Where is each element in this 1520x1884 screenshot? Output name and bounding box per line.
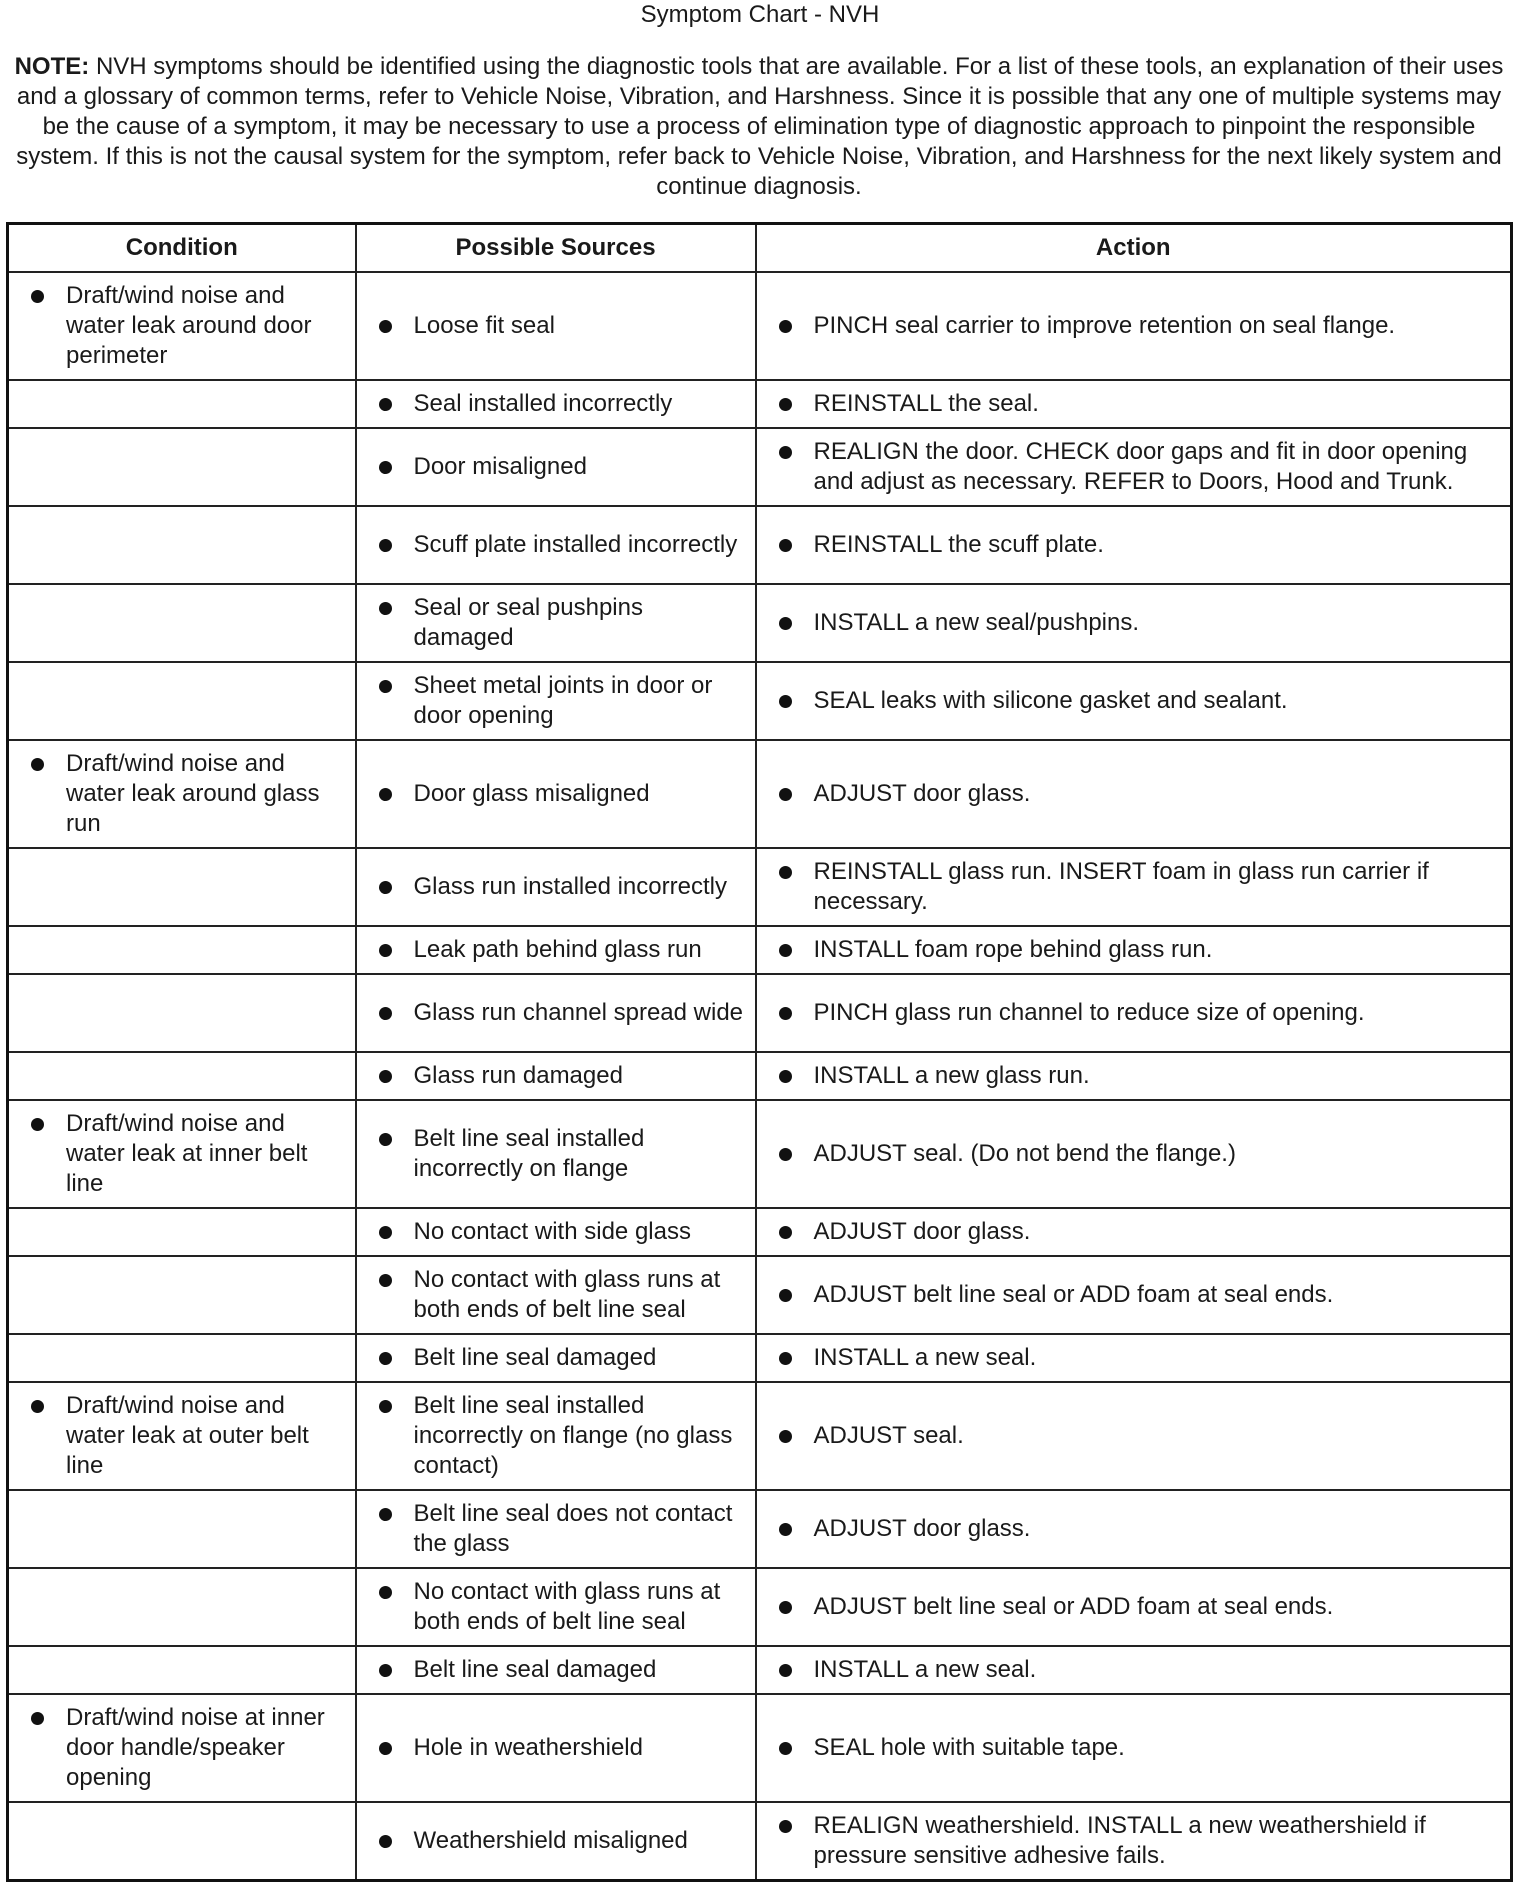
action-text: ADJUST seal.: [813, 1422, 964, 1449]
source-item: [357, 1335, 755, 1381]
table-row: [8, 848, 1512, 926]
table-row: [8, 272, 1512, 380]
note-paragraph: [10, 52, 1508, 202]
table-row: [8, 380, 1512, 428]
bullet-icon: [379, 944, 392, 957]
page-title: Symptom Chart - NVH: [640, 1, 880, 28]
bullet-icon: [779, 1352, 792, 1365]
source-item: [357, 927, 755, 973]
source-text: Glass run channel spread wide: [413, 999, 744, 1026]
source-item: [357, 1257, 755, 1333]
condition-item: [9, 741, 355, 847]
source-cell: [356, 974, 756, 1052]
source-text: Sheet metal joints in door or door opening: [413, 672, 713, 729]
bullet-icon: [379, 788, 392, 801]
action-item: [757, 1131, 1511, 1177]
condition-cell: [8, 662, 356, 740]
note-label: NOTE:: [14, 53, 90, 80]
condition-cell: [8, 1052, 356, 1100]
source-cell: [356, 740, 756, 848]
source-text: Glass run installed incorrectly: [413, 873, 727, 900]
action-cell: [756, 1208, 1512, 1256]
header-action: Action: [756, 224, 1512, 273]
action-item: [757, 600, 1511, 646]
condition-cell: [8, 926, 356, 974]
action-text: PINCH glass run channel to reduce size of opening.: [813, 999, 1365, 1026]
source-text: No contact with glass runs at both ends of belt line seal: [413, 1266, 721, 1323]
action-item: [757, 522, 1511, 568]
action-item: [757, 990, 1511, 1036]
action-text: REINSTALL the seal.: [813, 390, 1039, 417]
source-cell: [356, 1490, 756, 1568]
source-item: [357, 1383, 755, 1489]
action-text: ADJUST door glass.: [813, 1218, 1031, 1245]
action-text: INSTALL a new seal.: [813, 1656, 1037, 1683]
action-text: ADJUST belt line seal or ADD foam at seal ends.: [813, 1593, 1334, 1620]
condition-text: Draft/wind noise and water leak at outer belt line: [66, 1392, 309, 1479]
bullet-icon: [379, 1400, 392, 1413]
bullet-icon: [779, 617, 792, 630]
table-row: [8, 1256, 1512, 1334]
bullet-icon: [379, 1070, 392, 1083]
source-item: [357, 1053, 755, 1099]
bullet-icon: [31, 758, 44, 771]
condition-cell: [8, 428, 356, 506]
condition-cell: [8, 1568, 356, 1646]
action-item: [757, 429, 1511, 505]
source-item: [357, 585, 755, 661]
action-text: REALIGN the door. CHECK door gaps and fit in door opening and adjust as necessary. REFER to Doors, Hood and Trunk.: [813, 438, 1468, 495]
source-item: [357, 444, 755, 490]
action-text: ADJUST door glass.: [813, 780, 1031, 807]
action-text: INSTALL a new seal/pushpins.: [813, 609, 1140, 636]
bullet-icon: [379, 881, 392, 894]
source-item: [357, 1491, 755, 1567]
table-row: [8, 1052, 1512, 1100]
table-row: [8, 974, 1512, 1052]
bullet-icon: [379, 1274, 392, 1287]
source-cell: [356, 926, 756, 974]
source-item: [357, 663, 755, 739]
source-cell: [356, 848, 756, 926]
action-cell: [756, 272, 1512, 380]
table-row: [8, 740, 1512, 848]
action-text: REINSTALL the scuff plate.: [813, 531, 1104, 558]
source-text: Door misaligned: [413, 453, 587, 480]
bullet-icon: [779, 1523, 792, 1536]
bullet-icon: [779, 1742, 792, 1755]
source-text: Loose fit seal: [413, 312, 555, 339]
note-text: NVH symptoms should be identified using the diagnostic tools that are available. For a list of these tools, an explanation of their uses and a glossary of common terms, refer to Vehicle Noise, Vibration, and Harshness. Since it is possible that any one of multiple systems may be the cause of a symptom, it may be necessary to use a process of elimination type of diagnostic approach to pinpoint the responsible system. If this is not the causal system for the symptom, refer back to Vehicle Noise, Vibration, and Harshness for the next likely system and continue diagnosis.: [16, 53, 1504, 200]
source-item: [357, 864, 755, 910]
action-cell: [756, 740, 1512, 848]
bullet-icon: [779, 446, 792, 459]
table-row: [8, 1382, 1512, 1490]
action-item: [757, 1209, 1511, 1255]
source-cell: [356, 584, 756, 662]
source-cell: [356, 1694, 756, 1802]
bullet-icon: [779, 1664, 792, 1677]
source-text: No contact with glass runs at both ends of belt line seal: [413, 1578, 721, 1635]
table-row: [8, 1568, 1512, 1646]
bullet-icon: [779, 695, 792, 708]
action-cell: [756, 380, 1512, 428]
action-item: [757, 303, 1511, 349]
bullet-icon: [379, 680, 392, 693]
source-cell: [356, 1382, 756, 1490]
symptom-table: [6, 222, 1513, 1882]
table-header-row: [8, 224, 1512, 273]
bullet-icon: [779, 1226, 792, 1239]
bullet-icon: [31, 290, 44, 303]
source-cell: [356, 272, 756, 380]
bullet-icon: [379, 398, 392, 411]
source-item: [357, 1116, 755, 1192]
source-text: Belt line seal installed incorrectly on flange: [413, 1125, 645, 1182]
source-cell: [356, 1256, 756, 1334]
table-row: [8, 428, 1512, 506]
action-cell: [756, 428, 1512, 506]
source-item: [357, 522, 755, 568]
action-cell: [756, 1646, 1512, 1694]
action-text: INSTALL a new seal.: [813, 1344, 1037, 1371]
action-cell: [756, 848, 1512, 926]
action-text: ADJUST door glass.: [813, 1515, 1031, 1542]
bullet-icon: [779, 398, 792, 411]
action-item: [757, 1272, 1511, 1318]
action-item: [757, 849, 1511, 925]
bullet-icon: [779, 944, 792, 957]
action-item: [757, 1506, 1511, 1552]
bullet-icon: [31, 1118, 44, 1131]
source-text: Belt line seal damaged: [413, 1344, 657, 1371]
source-text: Hole in weathershield: [413, 1734, 643, 1761]
source-item: [357, 771, 755, 817]
action-text: REINSTALL glass run. INSERT foam in glass run carrier if necessary.: [813, 858, 1429, 915]
source-item: [357, 1818, 755, 1864]
source-text: Weathershield misaligned: [413, 1827, 688, 1854]
table-row: [8, 1694, 1512, 1802]
bullet-icon: [779, 1148, 792, 1161]
bullet-icon: [779, 1820, 792, 1833]
condition-cell: [8, 1490, 356, 1568]
table-row: [8, 1208, 1512, 1256]
action-cell: [756, 1334, 1512, 1382]
source-cell: [356, 1334, 756, 1382]
source-cell: [356, 1802, 756, 1881]
bullet-icon: [379, 1586, 392, 1599]
source-text: Belt line seal does not contact the glass: [413, 1500, 733, 1557]
bullet-icon: [779, 788, 792, 801]
table-row: [8, 1646, 1512, 1694]
action-text: INSTALL a new glass run.: [813, 1062, 1090, 1089]
condition-cell: [8, 740, 356, 848]
source-cell: [356, 428, 756, 506]
action-cell: [756, 1100, 1512, 1208]
header-condition: Condition: [8, 224, 356, 273]
table-row: [8, 1100, 1512, 1208]
table-row: [8, 662, 1512, 740]
condition-cell: [8, 506, 356, 584]
source-cell: [356, 1100, 756, 1208]
bullet-icon: [779, 1601, 792, 1614]
condition-cell: [8, 380, 356, 428]
source-text: Seal installed incorrectly: [413, 390, 673, 417]
source-item: [357, 1569, 755, 1645]
source-item: [357, 303, 755, 349]
condition-text: Draft/wind noise and water leak around door perimeter: [66, 282, 312, 369]
action-cell: [756, 1052, 1512, 1100]
source-text: Leak path behind glass run: [413, 936, 702, 963]
condition-cell: [8, 848, 356, 926]
action-cell: [756, 926, 1512, 974]
action-item: [757, 1725, 1511, 1771]
source-text: Belt line seal damaged: [413, 1656, 657, 1683]
table-row: [8, 584, 1512, 662]
condition-item: [9, 1695, 355, 1801]
condition-cell: [8, 1208, 356, 1256]
source-cell: [356, 380, 756, 428]
action-cell: [756, 1694, 1512, 1802]
bullet-icon: [31, 1400, 44, 1413]
action-item: [757, 927, 1511, 973]
condition-text: Draft/wind noise and water leak at inner belt line: [66, 1110, 308, 1197]
bullet-icon: [379, 1007, 392, 1020]
action-cell: [756, 506, 1512, 584]
condition-cell: [8, 1646, 356, 1694]
source-text: Glass run damaged: [413, 1062, 623, 1089]
action-cell: [756, 1568, 1512, 1646]
table-row: [8, 926, 1512, 974]
condition-cell: [8, 272, 356, 380]
bullet-icon: [379, 461, 392, 474]
action-item: [757, 1413, 1511, 1459]
action-item: [757, 381, 1511, 427]
table-row: [8, 506, 1512, 584]
action-cell: [756, 1802, 1512, 1881]
bullet-icon: [379, 539, 392, 552]
source-cell: [356, 1568, 756, 1646]
bullet-icon: [379, 1508, 392, 1521]
bullet-icon: [779, 1070, 792, 1083]
table-row: [8, 1334, 1512, 1382]
bullet-icon: [379, 602, 392, 615]
source-text: Door glass misaligned: [413, 780, 650, 807]
condition-cell: [8, 1802, 356, 1881]
source-text: Scuff plate installed incorrectly: [413, 531, 738, 558]
source-text: Seal or seal pushpins damaged: [413, 594, 643, 651]
source-text: No contact with side glass: [413, 1218, 691, 1245]
condition-cell: [8, 1256, 356, 1334]
condition-cell: [8, 1334, 356, 1382]
action-cell: [756, 1490, 1512, 1568]
condition-cell: [8, 1694, 356, 1802]
condition-item: [9, 1383, 355, 1489]
source-cell: [356, 1052, 756, 1100]
bullet-icon: [779, 320, 792, 333]
action-item: [757, 1803, 1511, 1879]
condition-item: [9, 1101, 355, 1207]
action-cell: [756, 1256, 1512, 1334]
source-item: [357, 1725, 755, 1771]
bullet-icon: [379, 1226, 392, 1239]
action-item: [757, 1335, 1511, 1381]
action-cell: [756, 662, 1512, 740]
bullet-icon: [779, 866, 792, 879]
action-item: [757, 1647, 1511, 1693]
bullet-icon: [379, 1742, 392, 1755]
bullet-icon: [379, 1352, 392, 1365]
bullet-icon: [779, 1430, 792, 1443]
bullet-icon: [379, 1133, 392, 1146]
condition-item: [9, 273, 355, 379]
condition-text: Draft/wind noise at inner door handle/speaker opening: [66, 1704, 325, 1791]
bullet-icon: [379, 1664, 392, 1677]
source-item: [357, 990, 755, 1036]
bullet-icon: [779, 539, 792, 552]
action-text: ADJUST seal. (Do not bend the flange.): [813, 1140, 1236, 1167]
condition-text: Draft/wind noise and water leak around glass run: [66, 750, 320, 837]
source-cell: [356, 1208, 756, 1256]
source-cell: [356, 662, 756, 740]
condition-cell: [8, 1382, 356, 1490]
condition-cell: [8, 974, 356, 1052]
source-text: Belt line seal installed incorrectly on flange (no glass contact): [413, 1392, 733, 1479]
action-text: PINCH seal carrier to improve retention on seal flange.: [813, 312, 1396, 339]
table-row: [8, 1802, 1512, 1881]
action-item: [757, 771, 1511, 817]
source-item: [357, 1647, 755, 1693]
action-item: [757, 1584, 1511, 1630]
action-cell: [756, 1382, 1512, 1490]
action-text: SEAL hole with suitable tape.: [813, 1734, 1125, 1761]
condition-cell: [8, 1100, 356, 1208]
source-item: [357, 381, 755, 427]
bullet-icon: [379, 1835, 392, 1848]
action-text: REALIGN weathershield. INSTALL a new weathershield if pressure sensitive adhesive fails.: [813, 1812, 1426, 1869]
bullet-icon: [31, 1712, 44, 1725]
source-item: [357, 1209, 755, 1255]
action-item: [757, 1053, 1511, 1099]
action-cell: [756, 974, 1512, 1052]
bullet-icon: [779, 1007, 792, 1020]
condition-cell: [8, 584, 356, 662]
action-text: INSTALL foam rope behind glass run.: [813, 936, 1213, 963]
header-possible-sources: Possible Sources: [356, 224, 756, 273]
action-cell: [756, 584, 1512, 662]
action-item: [757, 678, 1511, 724]
source-cell: [356, 506, 756, 584]
table-row: [8, 1490, 1512, 1568]
source-cell: [356, 1646, 756, 1694]
bullet-icon: [779, 1289, 792, 1302]
table-body: [8, 272, 1512, 1881]
action-text: ADJUST belt line seal or ADD foam at seal ends.: [813, 1281, 1334, 1308]
bullet-icon: [379, 320, 392, 333]
action-text: SEAL leaks with silicone gasket and sealant.: [813, 687, 1288, 714]
